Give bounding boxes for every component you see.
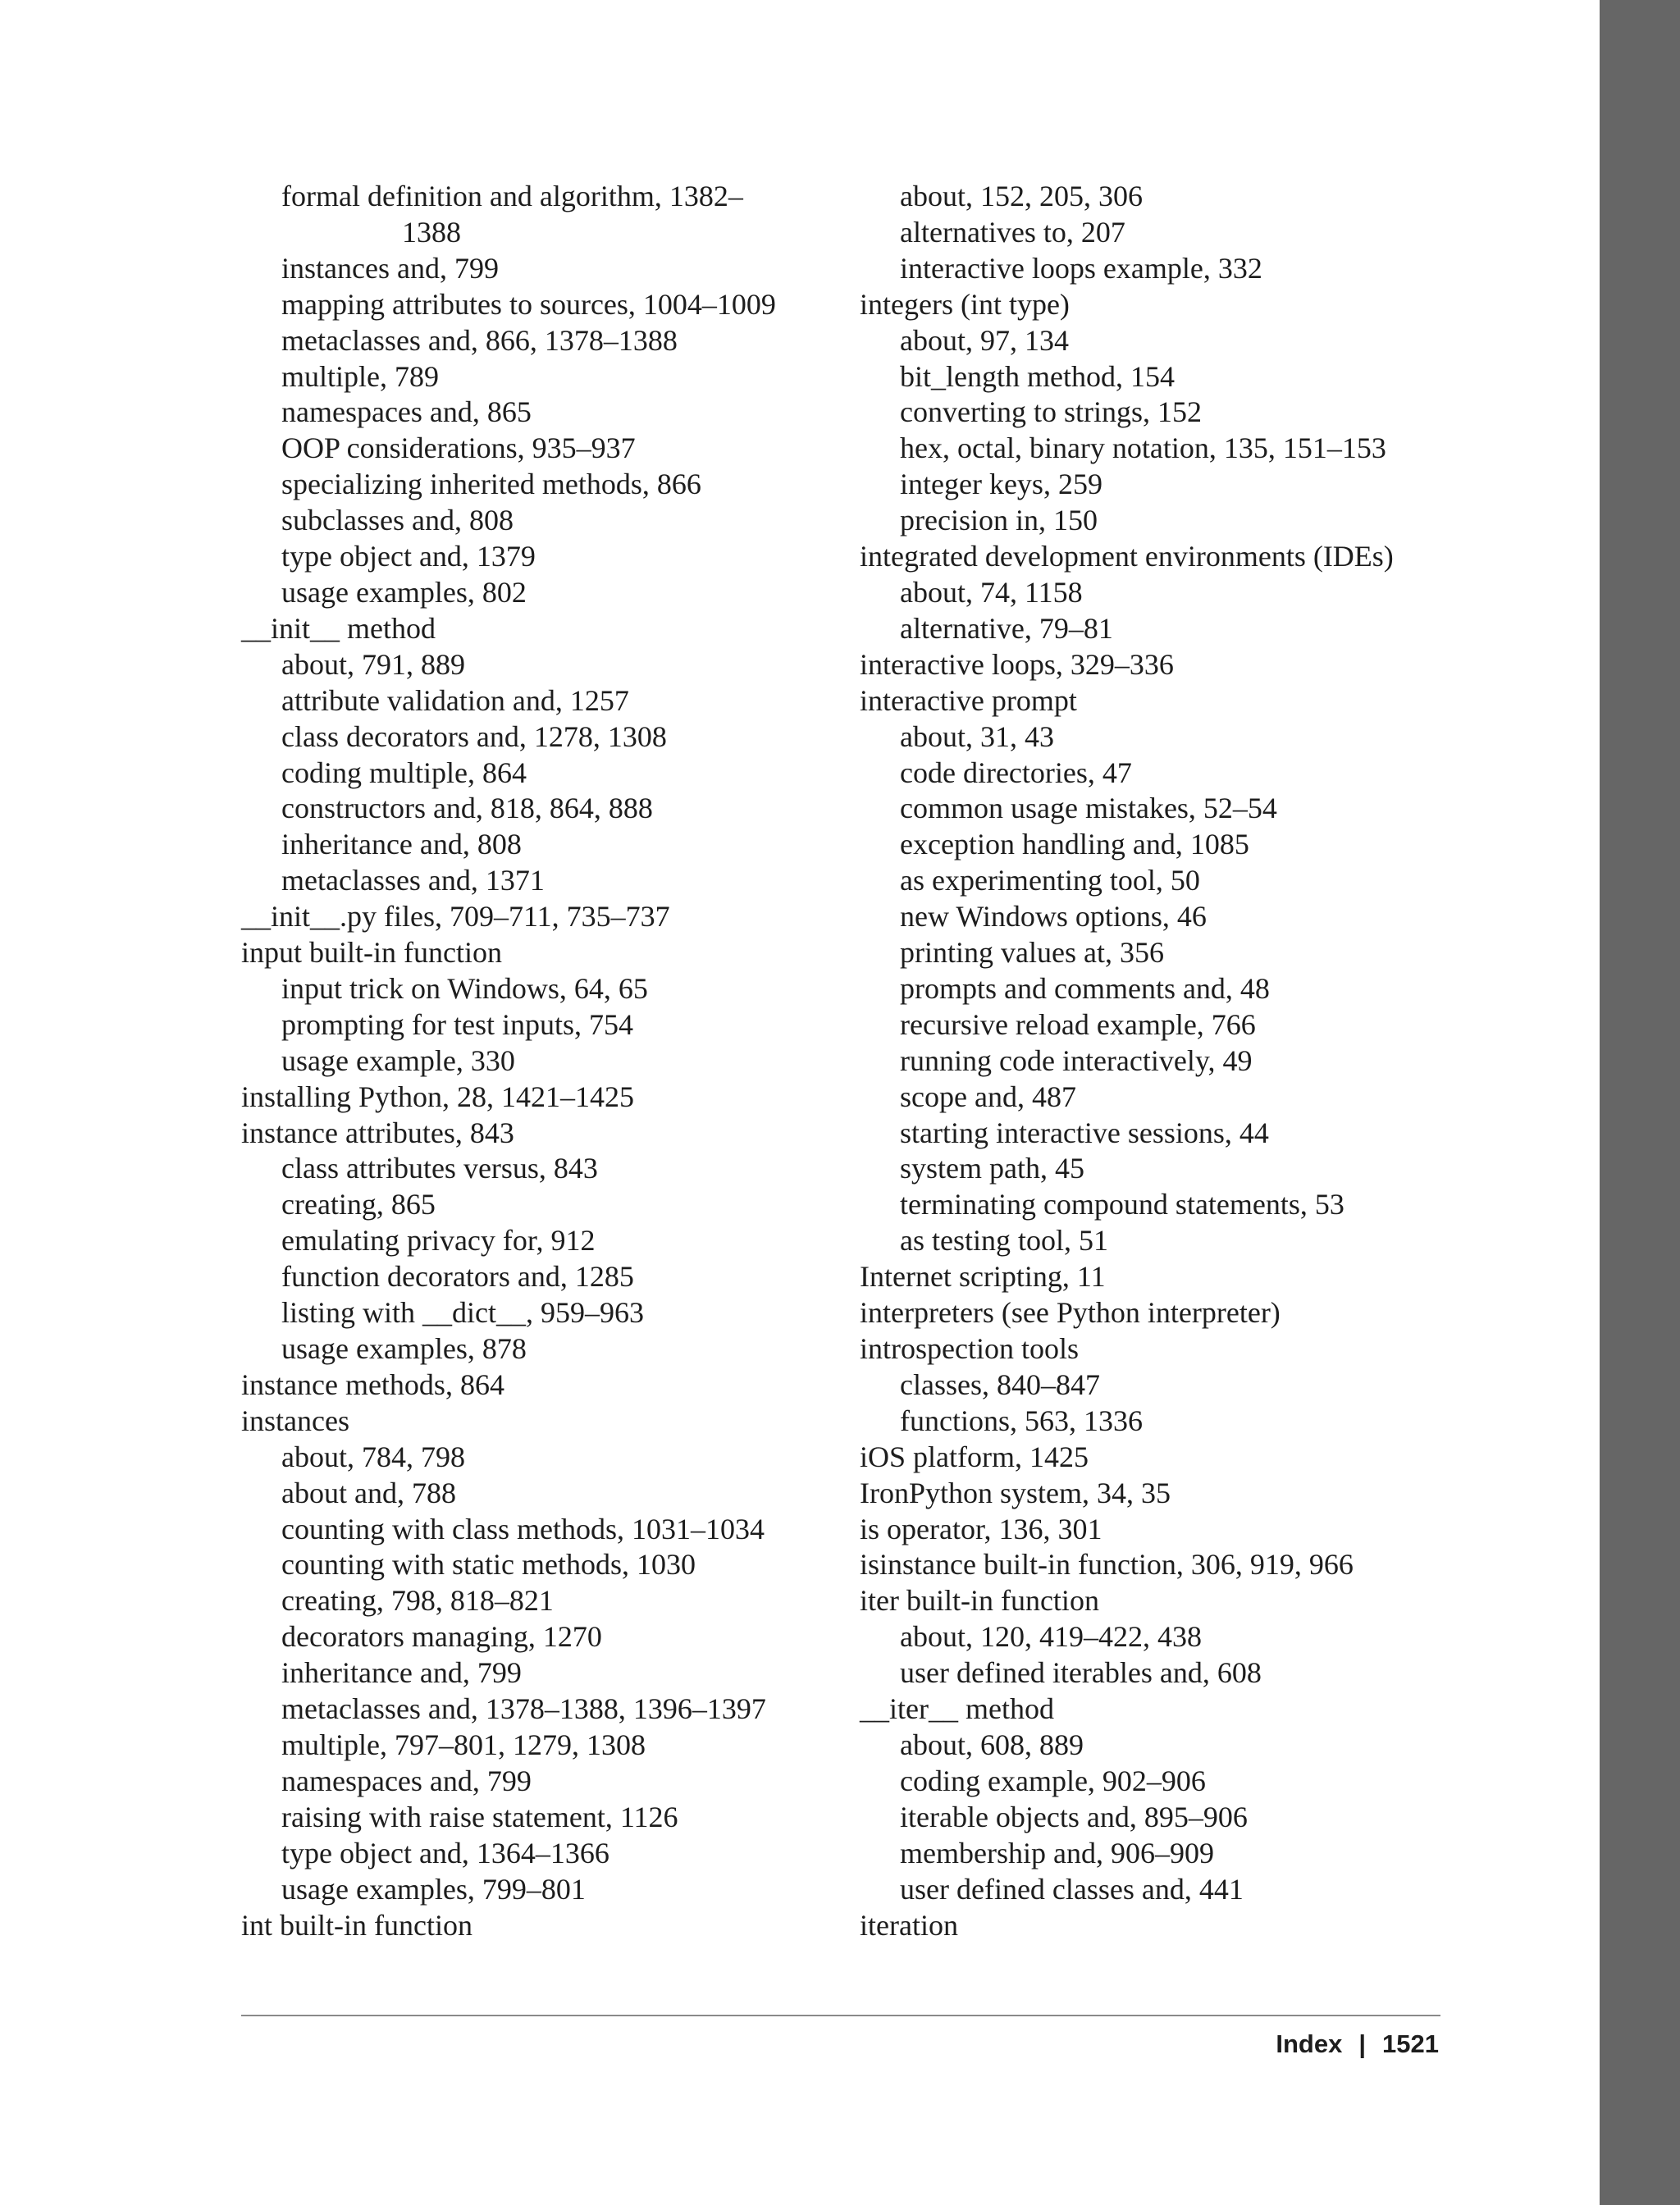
index-subentry: as testing tool, 51 <box>900 1224 1108 1258</box>
index-subentry: usage examples, 799–801 <box>281 1872 586 1906</box>
index-entry: input built-in function <box>241 936 502 970</box>
index-subentry: creating, 798, 818–821 <box>281 1584 554 1618</box>
index-subentry: class attributes versus, 843 <box>281 1152 598 1185</box>
index-subentry: usage examples, 802 <box>281 575 527 609</box>
page-edge-tab <box>1600 0 1680 2205</box>
index-subentry: about, 31, 43 <box>900 719 1054 753</box>
index-subentry: hex, octal, binary notation, 135, 151–153 <box>900 431 1386 465</box>
index-subentry: user defined classes and, 441 <box>900 1872 1244 1906</box>
index-subentry: counting with class methods, 1031–1034 <box>281 1512 765 1545</box>
index-entry: int built-in function <box>241 1908 472 1942</box>
index-subentry: integer keys, 259 <box>900 468 1102 501</box>
index-subentry: attribute validation and, 1257 <box>281 683 629 717</box>
index-subentry: functions, 563, 1336 <box>900 1404 1143 1437</box>
index-subentry: creating, 865 <box>281 1188 436 1221</box>
index-subentry: usage examples, 878 <box>281 1332 527 1365</box>
index-entry: integrated development environments (IDEs) <box>860 540 1394 573</box>
index-subentry: exception handling and, 1085 <box>900 828 1249 861</box>
index-subentry: constructors and, 818, 864, 888 <box>281 792 653 825</box>
index-entry: __init__ method <box>241 611 436 645</box>
index-subentry: decorators managing, 1270 <box>281 1620 602 1654</box>
index-entry: interactive loops, 329–336 <box>860 647 1174 681</box>
index-entry: instance attributes, 843 <box>241 1116 514 1149</box>
index-subentry: formal definition and algorithm, 1382– <box>281 180 743 212</box>
index-subentry: converting to strings, 152 <box>900 395 1202 429</box>
index-subentry: recursive reload example, 766 <box>900 1007 1256 1041</box>
index-subentry: about, 791, 889 <box>281 647 465 681</box>
index-subentry: new Windows options, 46 <box>900 900 1207 934</box>
index-subentry: class decorators and, 1278, 1308 <box>281 719 667 753</box>
index-subentry: common usage mistakes, 52–54 <box>900 792 1277 825</box>
index-entry: instances <box>241 1404 349 1437</box>
index-subentry: code directories, 47 <box>900 756 1132 789</box>
index-subentry: about, 97, 134 <box>900 323 1069 357</box>
index-subentry: type object and, 1379 <box>281 540 536 573</box>
index-subentry: multiple, 797–801, 1279, 1308 <box>281 1728 646 1761</box>
page-footer <box>1276 2029 1439 2059</box>
index-subentry: system path, 45 <box>900 1152 1084 1185</box>
index-entry: iOS platform, 1425 <box>860 1440 1089 1473</box>
index-subentry: about, 784, 798 <box>281 1440 465 1473</box>
index-subentry: interactive loops example, 332 <box>900 251 1262 285</box>
index-entry: __iter__ method <box>860 1692 1054 1726</box>
index-continuation: 1388 <box>402 215 461 249</box>
index-subentry: usage example, 330 <box>281 1043 515 1077</box>
index-entry: integers (int type) <box>860 287 1070 321</box>
index-entry: isinstance built-in function, 306, 919, 966 <box>860 1548 1354 1582</box>
index-subentry: prompting for test inputs, 754 <box>281 1007 633 1041</box>
index-column-left <box>241 179 848 1943</box>
index-subentry: about and, 788 <box>281 1476 456 1509</box>
index-subentry: scope and, 487 <box>900 1080 1076 1113</box>
index-subentry: function decorators and, 1285 <box>281 1260 634 1294</box>
index-column-right <box>860 179 1434 1943</box>
index-subentry: printing values at, 356 <box>900 936 1164 970</box>
index-entry: interpreters (see Python interpreter) <box>860 1296 1281 1330</box>
index-subentry: alternative, 79–81 <box>900 611 1113 645</box>
index-entry: introspection tools <box>860 1332 1079 1365</box>
index-subentry: about, 74, 1158 <box>900 575 1083 609</box>
index-subentry: specializing inherited methods, 866 <box>281 468 701 501</box>
index-subentry: prompts and comments and, 48 <box>900 971 1270 1005</box>
index-subentry: listing with __dict__, 959–963 <box>281 1296 645 1330</box>
index-subentry: about, 152, 205, 306 <box>900 180 1143 212</box>
index-subentry: iterable objects and, 895–906 <box>900 1800 1248 1833</box>
index-subentry: type object and, 1364–1366 <box>281 1836 609 1869</box>
index-subentry: coding multiple, 864 <box>281 756 527 789</box>
index-subentry: OOP considerations, 935–937 <box>281 431 636 465</box>
index-subentry: about, 120, 419–422, 438 <box>900 1620 1202 1654</box>
index-subentry: precision in, 150 <box>900 504 1098 537</box>
index-entry: instance methods, 864 <box>241 1367 504 1401</box>
index-entry: interactive prompt <box>860 683 1077 717</box>
index-subentry: bit_length method, 154 <box>900 359 1175 393</box>
index-subentry: metaclasses and, 1378–1388, 1396–1397 <box>281 1692 766 1726</box>
index-subentry: starting interactive sessions, 44 <box>900 1116 1269 1149</box>
index-entry: Internet scripting, 11 <box>860 1260 1106 1294</box>
index-entry: is operator, 136, 301 <box>860 1512 1102 1545</box>
index-subentry: multiple, 789 <box>281 359 439 393</box>
footer-rule <box>241 2015 1440 2016</box>
index-subentry: metaclasses and, 866, 1378–1388 <box>281 323 678 357</box>
index-subentry: mapping attributes to sources, 1004–1009 <box>281 287 776 321</box>
index-subentry: namespaces and, 865 <box>281 395 532 429</box>
index-subentry: namespaces and, 799 <box>281 1764 532 1797</box>
index-entry: IronPython system, 34, 35 <box>860 1476 1171 1509</box>
index-subentry: membership and, 906–909 <box>900 1836 1214 1869</box>
index-subentry: raising with raise statement, 1126 <box>281 1800 678 1833</box>
index-subentry: running code interactively, 49 <box>900 1043 1253 1077</box>
index-subentry: about, 608, 889 <box>900 1728 1084 1761</box>
index-subentry: inheritance and, 808 <box>281 828 522 861</box>
index-subentry: instances and, 799 <box>281 251 499 285</box>
index-subentry: counting with static methods, 1030 <box>281 1548 696 1582</box>
index-entry: iteration <box>860 1908 958 1942</box>
index-subentry: alternatives to, 207 <box>900 215 1125 249</box>
index-subentry: emulating privacy for, 912 <box>281 1224 596 1258</box>
index-subentry: subclasses and, 808 <box>281 504 514 537</box>
footer-separator: | <box>1358 2029 1367 2058</box>
index-subentry: terminating compound statements, 53 <box>900 1188 1344 1221</box>
index-subentry: as experimenting tool, 50 <box>900 864 1200 897</box>
index-subentry: classes, 840–847 <box>900 1367 1100 1401</box>
index-subentry: inheritance and, 799 <box>281 1656 522 1690</box>
index-subentry: input trick on Windows, 64, 65 <box>281 971 648 1005</box>
index-entry: installing Python, 28, 1421–1425 <box>241 1080 635 1113</box>
index-subentry: metaclasses and, 1371 <box>281 864 545 897</box>
index-subentry: coding example, 902–906 <box>900 1764 1206 1797</box>
footer-section-label: Index <box>1276 2029 1343 2058</box>
index-entry: __init__.py files, 709–711, 735–737 <box>241 900 670 934</box>
index-entry: iter built-in function <box>860 1584 1099 1618</box>
index-subentry: user defined iterables and, 608 <box>900 1656 1262 1690</box>
page-number: 1521 <box>1382 2029 1439 2058</box>
